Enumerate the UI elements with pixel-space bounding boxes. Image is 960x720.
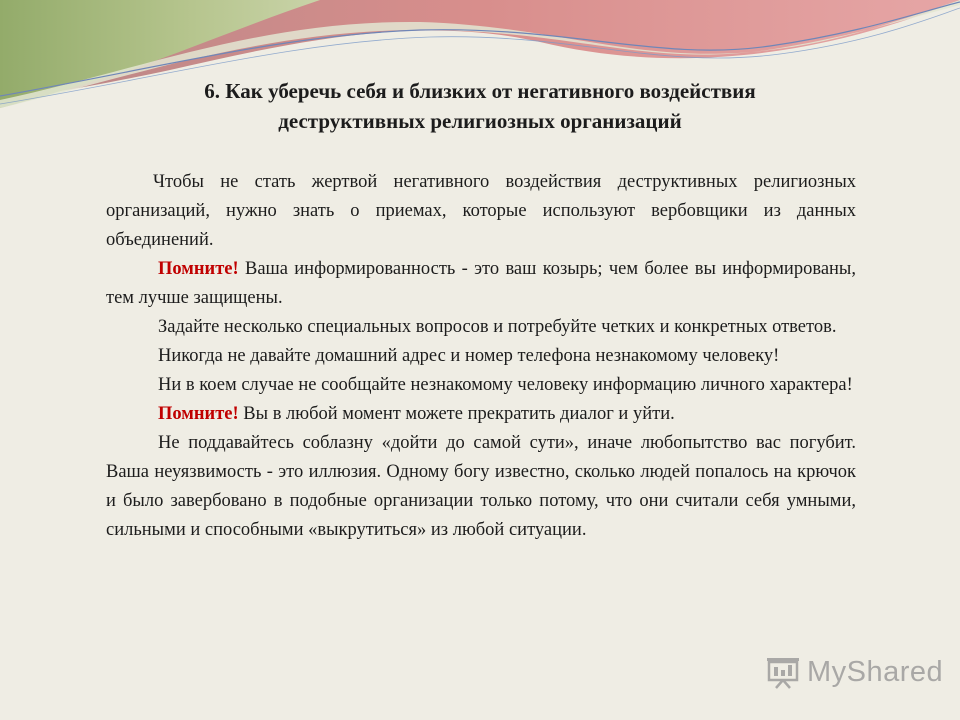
- paragraph: [106, 255, 856, 313]
- paragraph-text: Не поддавайтесь соблазну «дойти до самой сути», иначе любопытство вас погубит. Ваша неуязвимость - это иллюзия. Одному богу известно, сколько людей попалось на крючок и было завербовано в подобные организации только потому, что они считали себя умными, сильными и способными «выкрутиться» из любой ситуации.: [106, 433, 856, 540]
- presentation-screen-icon: [765, 654, 801, 690]
- title-line-2: деструктивных религиозных организаций: [278, 109, 682, 133]
- paragraph: [106, 429, 856, 545]
- paragraph: [106, 400, 856, 429]
- paragraph-text: Ваша информированность - это ваш козырь; чем более вы информированы, тем лучше защищены.: [106, 259, 856, 308]
- paragraph-text: Чтобы не стать жертвой негативного воздействия деструктивных религиозных организаций, нужно знать о приемах, которые используют вербовщики из данных объединений.: [106, 172, 856, 250]
- paragraph: [106, 371, 856, 400]
- paragraph-text: Никогда не давайте домашний адрес и номер телефона незнакомому человеку!: [158, 346, 780, 366]
- paragraph: [106, 168, 856, 255]
- paragraph: [106, 342, 856, 371]
- paragraph-text: Вы в любой момент можете прекратить диалог и уйти.: [238, 404, 675, 424]
- paragraph-text: Ни в коем случае не сообщайте незнакомому человеку информацию личного характера!: [158, 375, 853, 395]
- paragraph-text: Задайте несколько специальных вопросов и потребуйте четких и конкретных ответов.: [158, 317, 837, 337]
- paragraph: [106, 313, 856, 342]
- remember-label: Помните!: [158, 259, 239, 279]
- slide-title: [100, 76, 860, 136]
- watermark-text: MyShared: [807, 655, 944, 688]
- slide-body: [106, 168, 856, 545]
- title-line-1: 6. Как уберечь себя и близких от негативного воздействия: [204, 79, 756, 103]
- remember-label: Помните!: [158, 404, 239, 424]
- watermark: [765, 652, 943, 692]
